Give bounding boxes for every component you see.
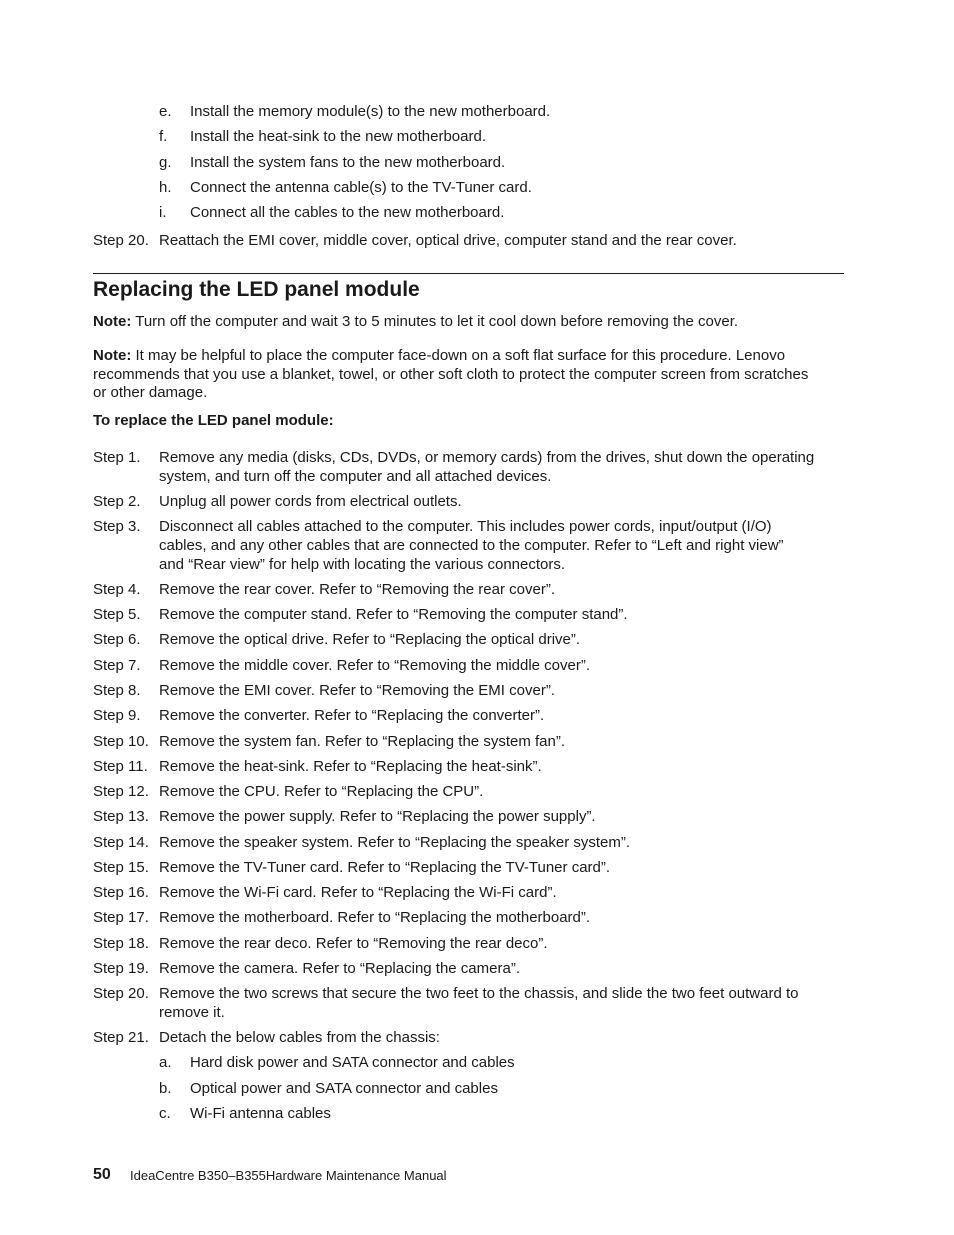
note-label: Note:	[93, 347, 132, 364]
procedure-heading: To replace the LED panel module:	[93, 412, 334, 429]
step-label: Step 6.	[93, 631, 141, 648]
step-label: Step 12.	[93, 783, 149, 800]
substep-text: Wi-Fi antenna cables	[190, 1105, 331, 1122]
step-text-line: Remove the system fan. Refer to “Replacing the system fan”.	[159, 733, 566, 750]
section-divider	[93, 273, 844, 274]
step-text-line: Remove the heat-sink. Refer to “Replacing the heat-sink”.	[159, 758, 542, 775]
step-label: Step 2.	[93, 493, 141, 510]
step-label: Step 17.	[93, 909, 149, 926]
step-label: Step 18.	[93, 935, 149, 952]
step-text-line: system, and turn off the computer and all attached devices.	[159, 468, 552, 485]
substep-text: Connect all the cables to the new motherboard.	[190, 204, 505, 221]
step-label: Step 1.	[93, 449, 141, 466]
step-text-line: cables, and any other cables that are connected to the computer. Refer to “Left and right view”	[159, 537, 784, 554]
step-text-line: remove it.	[159, 1004, 225, 1021]
footer-title: IdeaCentre B350–B355Hardware Maintenance Manual	[130, 1168, 447, 1183]
note-text-line: or other damage.	[93, 384, 208, 401]
substep-text: Install the memory module(s) to the new motherboard.	[190, 103, 551, 120]
step-label: Step 20.	[93, 232, 149, 249]
step-text-line: Remove the rear cover. Refer to “Removing the rear cover”.	[159, 581, 555, 598]
substep-text: Optical power and SATA connector and cables	[190, 1080, 498, 1097]
step-text-line: Remove the optical drive. Refer to “Replacing the optical drive”.	[159, 631, 581, 648]
step-text-line: Remove the middle cover. Refer to “Removing the middle cover”.	[159, 657, 591, 674]
step-text-line: Disconnect all cables attached to the computer. This includes power cords, input/output (I/O)	[159, 518, 772, 535]
section-title: Replacing the LED panel module	[93, 278, 420, 301]
step-label: Step 5.	[93, 606, 141, 623]
step-text-line: Detach the below cables from the chassis:	[159, 1029, 440, 1046]
step-text-line: Remove the converter. Refer to “Replacing the converter”.	[159, 707, 545, 724]
step-text-line: Remove the motherboard. Refer to “Replacing the motherboard”.	[159, 909, 591, 926]
step-label: Step 3.	[93, 518, 141, 535]
substep-label: b.	[159, 1080, 172, 1097]
step-text-line: Remove the EMI cover. Refer to “Removing the EMI cover”.	[159, 682, 555, 699]
step-text-line: Remove the CPU. Refer to “Replacing the CPU”.	[159, 783, 484, 800]
step-text-line: Remove the rear deco. Refer to “Removing the rear deco”.	[159, 935, 548, 952]
step-text: Reattach the EMI cover, middle cover, optical drive, computer stand and the rear cover.	[159, 232, 737, 249]
note-text-line: It may be helpful to place the computer face-down on a soft flat surface for this procedure. Lenovo	[135, 347, 786, 364]
note-text-line: recommends that you use a blanket, towel, or other soft cloth to protect the computer screen from scratches	[93, 366, 809, 383]
step-label: Step 19.	[93, 960, 149, 977]
step-text-line: Remove the computer stand. Refer to “Removing the computer stand”.	[159, 606, 628, 623]
substep-text: Install the system fans to the new motherboard.	[190, 154, 506, 171]
step-label: Step 10.	[93, 733, 149, 750]
substep-label: a.	[159, 1054, 172, 1071]
substep-label: g.	[159, 154, 172, 171]
note-label: Note:	[93, 313, 132, 330]
step-label: Step 15.	[93, 859, 149, 876]
step-text-line: Remove the power supply. Refer to “Replacing the power supply”.	[159, 808, 596, 825]
step-text-line: Unplug all power cords from electrical outlets.	[159, 493, 462, 510]
substep-text: Hard disk power and SATA connector and cables	[190, 1054, 515, 1071]
step-label: Step 11.	[93, 758, 148, 775]
substep-label: h.	[159, 179, 172, 196]
note-text: Turn off the computer and wait 3 to 5 minutes to let it cool down before removing the cover.	[135, 313, 739, 330]
substep-label: c.	[159, 1105, 171, 1122]
note-1	[93, 312, 738, 331]
step-text-line: Remove the camera. Refer to “Replacing the camera”.	[159, 960, 520, 977]
step-text-line: and “Rear view” for help with locating the various connectors.	[159, 556, 566, 573]
step-label: Step 7.	[93, 657, 141, 674]
substep-text: Connect the antenna cable(s) to the TV-Tuner card.	[190, 179, 532, 196]
step-text-line: Remove the Wi-Fi card. Refer to “Replacing the Wi-Fi card”.	[159, 884, 557, 901]
step-label: Step 14.	[93, 834, 149, 851]
step-text-line: Remove the TV-Tuner card. Refer to “Replacing the TV-Tuner card”.	[159, 859, 611, 876]
step-label: Step 16.	[93, 884, 149, 901]
step-label: Step 13.	[93, 808, 149, 825]
step-label: Step 8.	[93, 682, 141, 699]
step-text-line: Remove the two screws that secure the two feet to the chassis, and slide the two feet outward to	[159, 985, 799, 1002]
page-number: 50	[93, 1166, 111, 1183]
step-text-line: Remove the speaker system. Refer to “Replacing the speaker system”.	[159, 834, 631, 851]
substep-label: i.	[159, 204, 167, 221]
substep-label: e.	[159, 103, 172, 120]
substep-text: Install the heat-sink to the new motherboard.	[190, 128, 487, 145]
step-label: Step 9.	[93, 707, 141, 724]
step-label: Step 4.	[93, 581, 141, 598]
step-text-line: Remove any media (disks, CDs, DVDs, or memory cards) from the drives, shut down the operating	[159, 449, 815, 466]
substep-label: f.	[159, 128, 168, 145]
step-label: Step 21.	[93, 1029, 149, 1046]
step-label: Step 20.	[93, 985, 149, 1002]
